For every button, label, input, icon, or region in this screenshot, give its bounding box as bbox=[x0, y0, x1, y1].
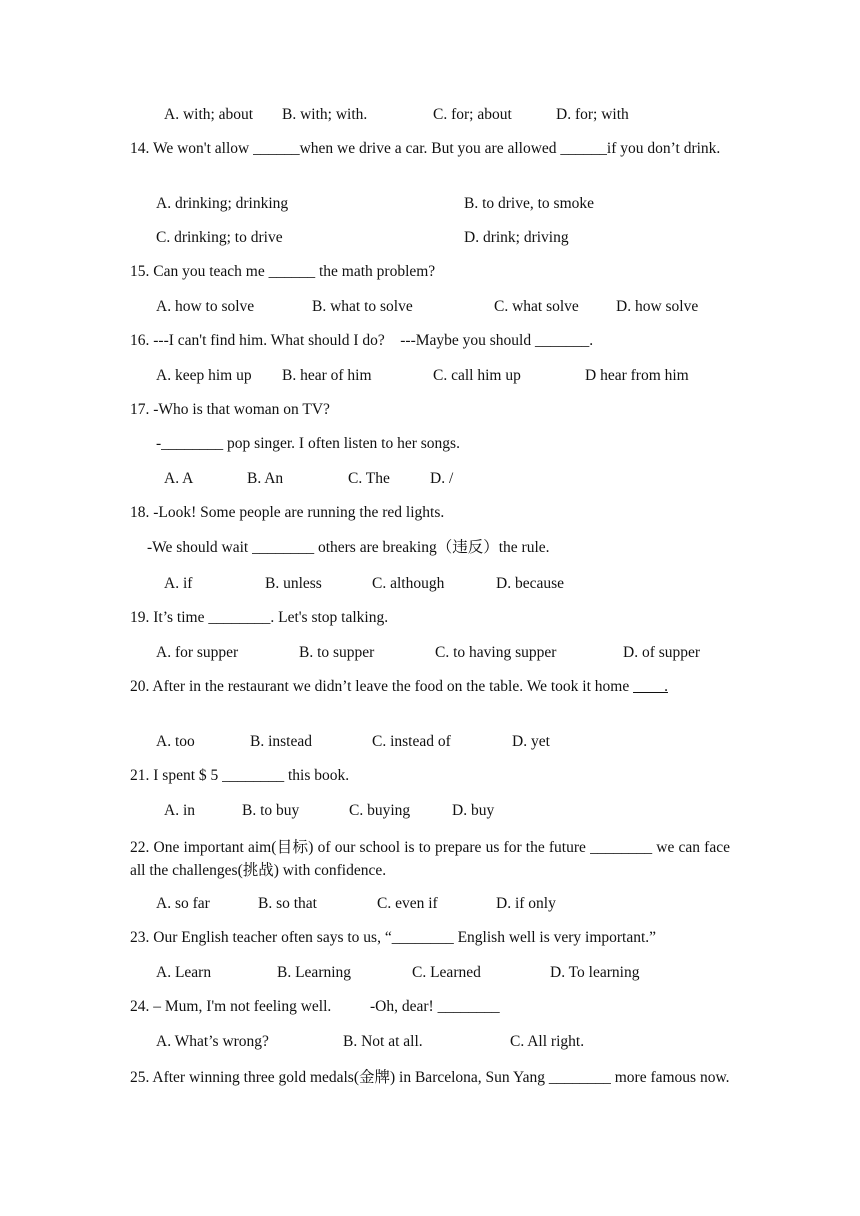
option-19-a: A. for supper bbox=[156, 644, 239, 661]
question-24-stem: 24. – Mum, I'm not feeling well. -Oh, dear! ________ bbox=[130, 998, 500, 1015]
option-22-a: A. so far bbox=[156, 895, 210, 912]
option-17-b: B. An bbox=[247, 470, 284, 487]
option-24-c: C. All right. bbox=[510, 1033, 585, 1050]
option-18-d: D. because bbox=[496, 575, 564, 592]
option-20-b: B. instead bbox=[250, 733, 312, 750]
option-prev-a: A. with; about bbox=[164, 106, 254, 123]
option-23-b: B. Learning bbox=[277, 964, 352, 981]
option-16-a: A. keep him up bbox=[156, 367, 252, 384]
option-17-c: C. The bbox=[348, 470, 390, 487]
option-prev-b: B. with; with. bbox=[282, 106, 368, 123]
option-14-c: C. drinking; to drive bbox=[156, 229, 283, 246]
option-22-b: B. so that bbox=[258, 895, 317, 912]
option-15-a: A. how to solve bbox=[156, 298, 255, 315]
question-22-stem: 22. One important aim(目标) of our school is to prepare us for the future ________ we can face all the challenges(挑战) with confidence. bbox=[130, 839, 730, 879]
question-21-stem: 21. I spent $ 5 ________ this book. bbox=[130, 767, 350, 784]
question-20-text: 20. After in the restaurant we didn’t leave the food on the table. We took it home bbox=[130, 678, 630, 695]
option-21-c: C. buying bbox=[349, 802, 411, 819]
option-16-c: C. call him up bbox=[433, 367, 521, 384]
option-17-a: A. A bbox=[164, 470, 194, 487]
option-21-b: B. to buy bbox=[242, 802, 300, 819]
option-22-d: D. if only bbox=[496, 895, 556, 912]
question-14-stem: 14. We won't allow ______when we drive a car. But you are allowed ______if you don’t drink. bbox=[130, 140, 721, 157]
option-20-d: D. yet bbox=[512, 733, 550, 750]
option-24-b: B. Not at all. bbox=[343, 1033, 423, 1050]
option-23-d: D. To learning bbox=[550, 964, 640, 981]
question-18-stem-line2: -We should wait ________ others are breaking（违反）the rule. bbox=[147, 539, 550, 556]
option-18-b: B. unless bbox=[265, 575, 322, 592]
option-17-d: D. / bbox=[430, 470, 454, 487]
option-24-a: A. What’s wrong? bbox=[156, 1033, 269, 1050]
option-23-c: C. Learned bbox=[412, 964, 481, 981]
option-23-a: A. Learn bbox=[156, 964, 212, 981]
question-20-blank: ____. bbox=[633, 678, 668, 695]
question-20-stem bbox=[130, 677, 730, 697]
option-18-a: A. if bbox=[164, 575, 193, 592]
option-19-c: C. to having supper bbox=[435, 644, 557, 661]
option-20-a: A. too bbox=[156, 733, 195, 750]
option-18-c: C. although bbox=[372, 575, 445, 592]
option-prev-d: D. for; with bbox=[556, 106, 629, 123]
option-15-c: C. what solve bbox=[494, 298, 579, 315]
option-16-d: D hear from him bbox=[585, 367, 689, 384]
question-17-stem-line2: -________ pop singer. I often listen to her songs. bbox=[156, 435, 460, 452]
option-19-b: B. to supper bbox=[299, 644, 375, 661]
question-16-stem: 16. ---I can't find him. What should I do? ---Maybe you should _______. bbox=[130, 332, 594, 349]
question-17-stem: 17. -Who is that woman on TV? bbox=[130, 401, 330, 418]
option-20-c: C. instead of bbox=[372, 733, 451, 750]
option-prev-c: C. for; about bbox=[433, 106, 512, 123]
option-22-c: C. even if bbox=[377, 895, 438, 912]
option-14-d: D. drink; driving bbox=[464, 229, 569, 246]
option-15-b: B. what to solve bbox=[312, 298, 413, 315]
option-15-d: D. how solve bbox=[616, 298, 699, 315]
question-19-stem: 19. It’s time ________. Let's stop talking. bbox=[130, 609, 389, 626]
question-23-stem: 23. Our English teacher often says to us, “________ English well is very important.” bbox=[130, 929, 657, 946]
option-19-d: D. of supper bbox=[623, 644, 701, 661]
option-14-a: A. drinking; drinking bbox=[156, 195, 289, 212]
option-16-b: B. hear of him bbox=[282, 367, 372, 384]
question-25-stem: 25. After winning three gold medals(金牌) in Barcelona, Sun Yang ________ more famous now. bbox=[130, 1069, 730, 1086]
option-21-d: D. buy bbox=[452, 802, 495, 819]
option-14-b: B. to drive, to smoke bbox=[464, 195, 595, 212]
option-21-a: A. in bbox=[164, 802, 195, 819]
question-15-stem: 15. Can you teach me ______ the math problem? bbox=[130, 263, 436, 280]
question-18-stem: 18. -Look! Some people are running the red lights. bbox=[130, 504, 445, 521]
